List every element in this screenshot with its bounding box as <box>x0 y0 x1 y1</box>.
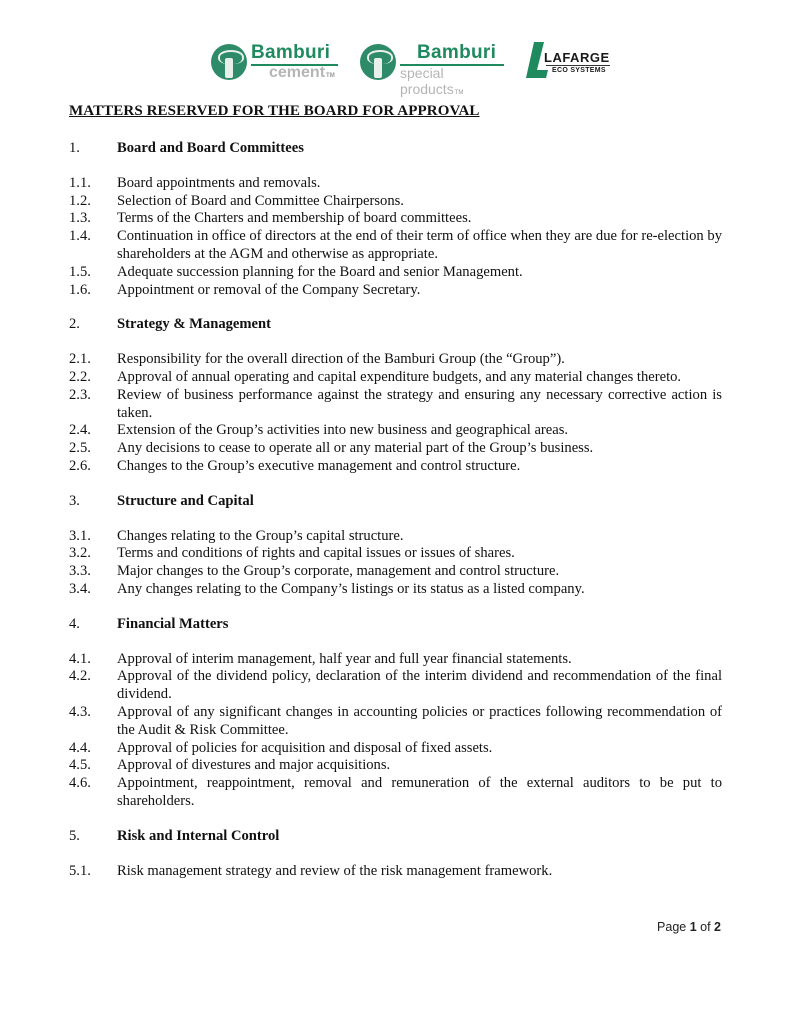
item-number: 1.2. <box>69 192 91 209</box>
section-board-committees <box>69 140 722 299</box>
section-number: 4. <box>69 615 80 632</box>
item-text: Responsibility for the overall direction of the Bamburi Group (the “Group”). <box>117 351 565 368</box>
list-item <box>69 282 722 300</box>
item-number: 4.6. <box>69 775 91 792</box>
logo-brand-sub: cementTM <box>269 64 335 81</box>
list-item <box>69 563 722 581</box>
section-risk-internal-control <box>69 828 722 881</box>
list-item <box>69 581 722 599</box>
item-text: Risk management strategy and review of the risk management framework. <box>117 862 553 879</box>
item-text: Any changes relating to the Company’s listings or its status as a listed company. <box>117 580 585 597</box>
item-text: Adequate succession planning for the Board and senior Management. <box>117 263 523 280</box>
logo-brand-name: Bamburi <box>417 42 497 63</box>
item-number: 2.3. <box>69 386 91 403</box>
item-text: Continuation in office of directors at the end of their term of office when they are due for re-election by shareholders at the AGM and otherwise as appropriate. <box>117 228 722 262</box>
list-item <box>69 351 722 369</box>
item-text: Changes to the Group’s executive management and control structure. <box>117 457 521 474</box>
list-item <box>69 863 722 881</box>
item-number: 3.3. <box>69 563 91 580</box>
item-number: 1.6. <box>69 281 91 298</box>
lafarge-eco-systems-logo <box>522 40 612 84</box>
item-number: 4.3. <box>69 703 91 720</box>
item-text: Approval of any significant changes in accounting policies or practices following recommendation of the Audit & Risk Committee. <box>117 703 722 738</box>
list-item <box>69 704 722 740</box>
bamburi-special-products-logo <box>360 40 505 97</box>
list-item <box>69 228 722 264</box>
item-text: Review of business performance against the strategy and ensuring any necessary corrective action is taken. <box>117 386 722 421</box>
item-number: 3.4. <box>69 580 91 597</box>
section-strategy-management <box>69 316 722 475</box>
item-number: 2.2. <box>69 368 91 385</box>
section-financial-matters <box>69 616 722 811</box>
section-number: 2. <box>69 316 80 333</box>
item-number: 1.3. <box>69 210 91 227</box>
list-item <box>69 458 722 476</box>
item-number: 3.2. <box>69 545 91 562</box>
section-title: Board and Board Committees <box>117 140 304 156</box>
item-text: Any decisions to cease to operate all or any material part of the Group’s business. <box>117 440 594 457</box>
list-item <box>69 651 722 669</box>
list-item <box>69 440 722 458</box>
item-text: Major changes to the Group’s corporate, management and control structure. <box>117 563 560 580</box>
item-number: 4.1. <box>69 650 91 667</box>
item-number: 1.1. <box>69 174 91 191</box>
section-heading <box>69 616 722 634</box>
document-body <box>69 140 722 897</box>
section-number: 1. <box>69 140 80 156</box>
list-item <box>69 175 722 193</box>
list-item <box>69 740 722 758</box>
item-text: Appointment or removal of the Company Secretary. <box>117 281 421 298</box>
list-item <box>69 210 722 228</box>
item-text: Selection of Board and Committee Chairpersons. <box>117 192 404 209</box>
list-item <box>69 528 722 546</box>
page-number: Page 1 of 2 <box>657 920 721 934</box>
bamburi-cement-logo <box>211 40 339 84</box>
item-number: 2.4. <box>69 422 91 439</box>
baobab-tree-icon <box>360 44 396 80</box>
item-number: 2.6. <box>69 457 91 474</box>
item-text: Approval of interim management, half year and full year financial statements. <box>117 650 572 667</box>
section-heading <box>69 140 722 158</box>
header-logos <box>0 40 791 97</box>
section-title: Strategy & Management <box>117 316 272 333</box>
baobab-tree-icon <box>211 44 247 80</box>
item-number: 2.1. <box>69 351 91 368</box>
item-number: 5.1. <box>69 862 91 879</box>
section-title: Risk and Internal Control <box>117 827 280 844</box>
item-text: Extension of the Group’s activities into new business and geographical areas. <box>117 422 569 439</box>
item-number: 1.4. <box>69 228 91 245</box>
current-page: 1 <box>689 920 697 934</box>
list-item <box>69 387 722 423</box>
list-item <box>69 668 722 704</box>
item-text: Approval of policies for acquisition and disposal of fixed assets. <box>117 739 493 756</box>
section-heading <box>69 316 722 334</box>
item-text: Terms and conditions of rights and capital issues or issues of shares. <box>117 545 515 562</box>
list-item <box>69 193 722 211</box>
section-number: 3. <box>69 492 80 509</box>
document-title: MATTERS RESERVED FOR THE BOARD FOR APPROVAL <box>69 103 480 119</box>
item-number: 4.4. <box>69 739 91 756</box>
section-title: Financial Matters <box>117 615 229 632</box>
list-item <box>69 775 722 811</box>
list-item <box>69 757 722 775</box>
logo-brand-name: LAFARGE <box>544 50 610 65</box>
item-text: Board appointments and removals. <box>117 174 321 191</box>
item-number: 4.5. <box>69 757 91 774</box>
item-number: 3.1. <box>69 527 91 544</box>
item-text: Approval of annual operating and capital expenditure budgets, and any material changes thereto. <box>117 368 682 385</box>
logo-brand-sub: ECO SYSTEMS <box>552 67 606 74</box>
logo-brand-sub: special productsTM <box>400 65 464 97</box>
item-number: 4.2. <box>69 668 91 685</box>
section-heading <box>69 493 722 511</box>
item-number: 2.5. <box>69 440 91 457</box>
item-text: Approval of divestures and major acquisitions. <box>117 757 391 774</box>
list-item <box>69 264 722 282</box>
item-text: Terms of the Charters and membership of board committees. <box>117 210 472 227</box>
item-text: Changes relating to the Group’s capital structure. <box>117 527 404 544</box>
item-number: 1.5. <box>69 263 91 280</box>
item-text: Approval of the dividend policy, declaration of the interim dividend and recommendation of the final dividend. <box>117 668 722 703</box>
section-heading <box>69 828 722 846</box>
total-pages: 2 <box>714 920 721 934</box>
section-structure-capital <box>69 493 722 599</box>
logo-brand-name: Bamburi <box>251 42 331 63</box>
logo-rule <box>546 65 610 66</box>
item-text: Appointment, reappointment, removal and remuneration of the external auditors to be put to shareholders. <box>117 775 722 809</box>
list-item <box>69 369 722 387</box>
section-number: 5. <box>69 827 80 844</box>
list-item <box>69 422 722 440</box>
list-item <box>69 545 722 563</box>
section-title: Structure and Capital <box>117 492 254 509</box>
